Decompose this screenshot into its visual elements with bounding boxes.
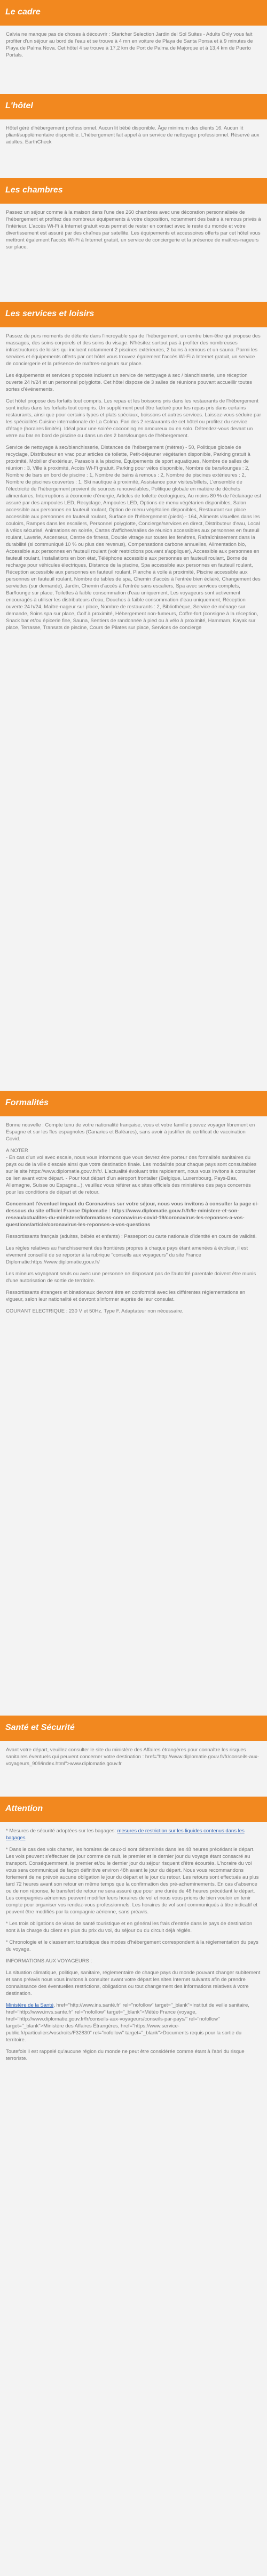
formalites-paragraph-etrangers: Ressortissants étrangers et binationaux devront être en conformité avec les différentes réglementations en vigueur, selon leur nationalité et devront s'informer auprès de leur consulat. bbox=[6, 1290, 246, 1302]
section-header-sante bbox=[0, 1716, 267, 1741]
attention-paragraph-charter: * Dans le cas des vols charter, les horaires de ceux-ci sont déterminés dans les 48 heures précédant le départ. Les vols peuvent s'effectuer de jour comme de nuit, le premier et le dernier jour du voyage étant consacré au transport. Conséquemment, le premier et/ou le dernier jour du séjour risquent d'être écourtés. L'horaire du vol vous sera communiqué de façon définitive environ 48h avant le jour du départ. Nous vous recommandons fortement de ne prévoir aucune obligation le jour du départ et le jour du retour. Les retours sont effectués au plus tard 72 heures avant son retour en même temps que la confirmation des pré-acheminements. En cas d'absence ou de non réponse, le transfert de retour ne sera assuré que pour une durée de 48 heures précédant le départ. Les compagnies aériennes peuvent modifier leurs horaires de vol et nous vous prions de bien vouloir en tenir compte pour organiser vos rendez-vous professionnels. Les horaires de vol sont communiqués à titre indicatif et peuvent être modifiés par la compagnie aérienne, sans préavis. bbox=[6, 1847, 259, 1915]
section-header-formalites bbox=[0, 1091, 267, 1116]
section-header-services bbox=[0, 302, 267, 327]
section-body-formalites bbox=[0, 1116, 267, 1716]
services-paragraph-equipements: Les équipements et services proposés incluent un service de nettoyage à sec / blanchisserie, une réception ouverte 24 h/24 et un personnel polyglotte. Cet hôtel dispose de 3 salles de réunions pouvant accueillir toutes sortes d'événements. bbox=[6, 373, 253, 392]
sante-paragraph: Avant votre départ, veuillez consulter le site du ministère des Affaires étrangères pour connaître les risques sanitaires éventuels qui peuvent concerner votre destination : href="http://www.diplomatie.gouv.fr/fr/conseils-aux-voyageurs_909/index.html">www.diplomatie.gouv.fr bbox=[6, 1747, 259, 1767]
section-body-sante bbox=[0, 1741, 267, 1797]
section-title-sante: Santé et Sécurité bbox=[5, 1723, 75, 1732]
formalites-paragraph-escale: - En cas d'un vol avec escale, nous vous informons que vous devrez être porteur des formalités sanitaires du pays ou de la ville d'escale ainsi que votre destination finale. Les modalités pour chaque pays sont consultables sur le site https://www.diplomatie.gouv.fr/fr/. L'actualité évoluant très rapidement, nous vous invitons à consulter ce lien avant votre départ. - Pour tout départ d'un aéroport frontalier (Belgique, Luxembourg, Pays-Bas, Allemagne, Suisse ou Espagne...), veuillez vous référer aux sites officiels des ministères des pays concernés pour les conditions de départ et de retour. bbox=[6, 1155, 257, 1195]
section-title-services: Les services et loisirs bbox=[5, 309, 95, 318]
formalites-paragraph-ressortissants: Ressortissants français (adultes, bébés et enfants) : Passeport ou carte nationale d'identité en cours de validité. bbox=[6, 1234, 257, 1239]
chambres-paragraph: Passez un séjour comme à la maison dans l'une des 260 chambres avec une décoration personnalisée de l'hébergement et profitez des nombreux équipements à votre disposition, notamment des bains à remous privés à l'intérieur. L'accès Wi-Fi à Internet gratuit vous permet de rester en contact avec le reste du monde et votre divertissement est assuré par des chaînes par satellite. Les équipements et accessoires offerts par cet hôtel vous mettront également l'accès Wi-Fi à Internet gratuit, un service de conciergerie et la présence de maîtres-nageurs sur place. bbox=[6, 210, 261, 250]
section-header-cadre bbox=[0, 0, 267, 26]
section-header-hotel bbox=[0, 94, 267, 119]
section-body-services bbox=[0, 327, 267, 1091]
section-body-attention bbox=[0, 1822, 267, 2576]
section-body-cadre bbox=[0, 26, 267, 94]
services-paragraph-liste: Service de nettoyage à sec/blanchisserie, Distances de l'hébergement (mètres) - 50, Politique globale de recyclage, Distributeur en vrac pour articles de toilette, Petit-déjeuner végétarien disponible, Parking gratuit à proximité, Mobilier d'extérieur, Parasols à la piscine, Équipements de sport aquatiques, Nombre de salles de réunion : 3, Ville à proximité, Accès Wi-Fi gratuit, Parking pour vélos disponible, Nombre de bars/lounges : 2, Nombre de bars en bord de piscine : 1, Nombre de bains à remous : 2, Nombre de piscines extérieures : 2, Nombre de piscines couvertes : 1, Ski nautique à proximité, Assistance pour visites/billets, L'ensemble de l'électricité de l'hébergement provient de sources renouvelables, Politique globale en matière de déchets alimentaires, Interruptions à économie d'énergie, Articles de toilette écologiques, Au moins 80 % de l'éclairage est assuré par des ampoules LED, Recyclage, Ampoules LED, Options de menu végétarien disponibles, Salon accessible aux personnes en fauteuil roulant, Option de menu végétalien disponibles, Restaurant sur place accessible aux personnes en fauteuil roulant, Surface de l'hébergement (pieds) - 164, Aliments visuelles dans les couloirs, Rampes dans les escaliers, Personnel polyglotte, Concierge/services en direct, Distributeur d'eau, Local à vélos sécurisé, Animations en soirée, Cartes d'affiches/salles de réunion accessibles aux personnes en fauteuil roulant, Laverie, Ascenseur, Centre de fitness, Double vitrage sur toutes les fenêtres, Rafraîchissement dans la durabilité (si communiqué 10 % ou plus des revenus), Compensations carbone annuelles, Alimentation bio, Accessible aux personnes en fauteuil roulant (voir restrictions pouvant s'appliquer), Accessible aux personnes en fauteuil roulant, Installations en bon état, Téléphone accessible aux personnes en fauteuil roulant, Borne de recharge pour véhicules électriques, Distance de la piscine, Spa accessible aux personnes en fauteuil roulant, Réception accessible aux personnes en fauteuil roulant, Planche à voile à proximité, Piscine accessible aux personnes en fauteuil roulant, Nombre de tables de spa, Chemin d'accès à l'entrée bien éclairé, Changement des serviettes (sur demande), Jardin, Chemin d'accès à l'entrée sans escaliers, Spa avec services complets, Bar/lounge sur place, Toilettes à faible consommation d'eau uniquement, Les voyageurs sont activement encouragés à utiliser les distributeurs d'eau, Douches à faible consommation d'eau uniquement, Réception ouverte 24 h/24, Maître-nageur sur place, Nombre de restaurants : 2, Bibliothèque, Service de ménage sur demande, Soins spa sur place, Golf à proximité, Hébergement non-fumeurs, Coffre-fort (consigne à la réception, Snack bar et/ou épicerie fine, Sauna, Sentiers de randonnée à pied ou à vélo à proximité, Hammam, Kayak sur place, Terrasse, Transats de piscine, Cours de Pilates sur place, Services de concierge bbox=[6, 445, 261, 631]
hotel-paragraph: Hôtel géré d'hébergement professionnel. Aucun lit bébé disponible. Âge minimum des clients 16. Aucun lit pliant/supplémentaire disponible. L'hébergement fait appel à un service de nettoyage professionnel. Réservé aux adultes. EarthCheck bbox=[6, 125, 260, 145]
formalites-paragraph-coronavirus: Concernant l'éventuel impact du Coronavirus sur votre séjour, nous vous invitons à consulter la page ci-dessous du site officiel France Diplomatie : https://www.diplomatie.gouv.fr/fr/le-ministere-et-son-reseau/actualites-du-ministere/informations-coronavirus-covid-19/coronavirus-les-reponses-a-vos-questions/article/coronavirus-les-reponses-a-vos-questions bbox=[6, 1201, 259, 1228]
section-header-attention bbox=[0, 1797, 267, 1822]
inline-link[interactable]: Ministère de la Santé bbox=[6, 2002, 54, 2008]
attention-paragraph-sites: Ministère de la Santé, href="http://www.ins.santé.fr" rel="nofollow" target="_blank">Institut de veille sanitaire, href="http://www.invs.sante.fr" rel="nofollow" target="_blank">Météo France (voyage, href="http://www.diplomatie.gouv.fr/fr/conseils-aux-voyageurs/conseils-par-pays/" rel="nofollow" target="_blank">Ministère des Affaires Étrangères, href="https://www.service-public.fr/particuliers/vosdroits/F32830" rel="nofollow" target="_blank">Documents requis pour la sortie du territoire. bbox=[6, 2002, 249, 2043]
section-header-chambres bbox=[0, 178, 267, 204]
section-title-cadre: Le cadre bbox=[5, 7, 41, 17]
attention-bagages-text: * Mesures de sécurité adoptées sur les bagages: mesures de restriction sur les liquides contenus dans les bagages bbox=[6, 1828, 245, 1841]
formalites-paragraph-frontieres: Les règles relatives au franchissement des frontières propres à chaque pays étant amenées à évoluer, il est vivement conseillé de se reporter à la rubrique "conseils aux voyageurs" du site France Diplomatie:https://www.diplomatie.gouv.fr/ bbox=[6, 1245, 248, 1265]
section-body-hotel bbox=[0, 119, 267, 178]
services-paragraph-restauration: Cet hôtel propose des forfaits tout compris. Les repas et les boissons pris dans les restaurants de l'hébergement sont inclus dans les forfaits tout compris. Un supplément peut être facturé pour les repas pris dans certains restaurants, ainsi que pour certains types et plats spéciaux, boissons et autres services. Laissez-vous séduire par les spécialités Cuisine internationale de La Colma. Fan des 2 restaurants de cet hôtel ou profitez du service d'étage (horaires limités). Idéal pour une soirée cocooning en amoureux ou en solo. Détendez-vous devant un verre au bar en bord de piscine ou dans un des 2 bars/lounges de l'hébergement. bbox=[6, 398, 261, 439]
section-title-formalites: Formalités bbox=[5, 1098, 49, 1107]
attention-paragraph-bagages bbox=[6, 1828, 261, 1841]
formalites-paragraph-courant: COURANT ELECTRIQUE : 230 V et 50Hz. Type F. Adaptateur non nécessaire. bbox=[6, 1308, 184, 1314]
services-paragraph-spa: Passez de purs moments de détente dans l'incroyable spa de l'hébergement, un centre bien-être qui propose des massages, des soins corporels et des soins du visage. N'hésitez surtout pas à profiter des nombreuses infrastructures de loisirs qui incluent notamment 2 piscines extérieures, 2 bains à remous et un sauna. Parmi les services et équipements offerts par cet hôtel vous trouvez également l'accès Wi-Fi à Internet gratuit, un service de conciergerie et la présence de maîtres-nageurs sur place. bbox=[6, 333, 261, 367]
cadre-paragraph: Calvia ne manque pas de choses à découvrir : Staricher Selection Jardin del Sol Suites - Adults Only vous fait profiter d'un séjour au bord de l'eau et se trouve à 4 mn en voiture de Playa de Santa Ponsa et à 9 minutes de Playa de Palma Nova. Cet hôtel 4 se trouve à 17,2 km de Port de Palma de Majorque et à 13,4 km de Puerto Portals. bbox=[6, 31, 253, 58]
inline-link[interactable]: mesures de restriction sur les liquides contenus dans les bagages bbox=[6, 1828, 245, 1841]
formalites-paragraph-mineurs: Les mineurs voyageant seuls ou avec une personne ne disposant pas de l'autorité parentale doivent être munis d'une autorisation de sortie de territoire. bbox=[6, 1271, 256, 1284]
attention-paragraph-frais: * Les trois obligations de visas de santé touristique et en général les frais d'entrée dans le pays de destination sont à la charge du client en plus du prix du vol, du séjour ou du circuit déjà réglés. bbox=[6, 1921, 253, 1934]
attention-paragraph-terrorisme: Toutefois il est rappelé qu'aucune région du monde ne peut être considérée comme étant à l'abri du risque terroriste. bbox=[6, 2049, 245, 2062]
section-body-chambres bbox=[0, 204, 267, 302]
formalites-paragraph-intro: Bonne nouvelle : Compte tenu de votre nationalité française, vous et votre famille pouvez voyager librement en Espagne et sur les îles espagnoles (Canaries et Baléares), sans avoir à justifier de certificat de vaccination Covid. bbox=[6, 1122, 255, 1142]
attention-info-heading: INFORMATIONS AUX VOYAGEURS : bbox=[6, 1958, 92, 1964]
attention-paragraph-chronologie: * Chronologie et le classement touristique des modes d'hébergement correspondent à la réglementation du pays du voyage. bbox=[6, 1939, 258, 1952]
section-title-hotel: L'hôtel bbox=[5, 101, 33, 110]
section-title-chambres: Les chambres bbox=[5, 186, 63, 195]
section-title-attention: Attention bbox=[5, 1804, 43, 1813]
attention-paragraph-situation: La situation climatique, politique, sanitaire, réglementaire de chaque pays du monde pouvant changer subitement et sans préavis nous vous invitons à consulter avant votre départ les sites Internet suivants afin de prendre connaissance des éventuelles restrictions, obligations ou tout changement des informations relatives à votre destination. bbox=[6, 1970, 261, 1997]
formalites-note-heading: A NOTER bbox=[6, 1148, 28, 1154]
